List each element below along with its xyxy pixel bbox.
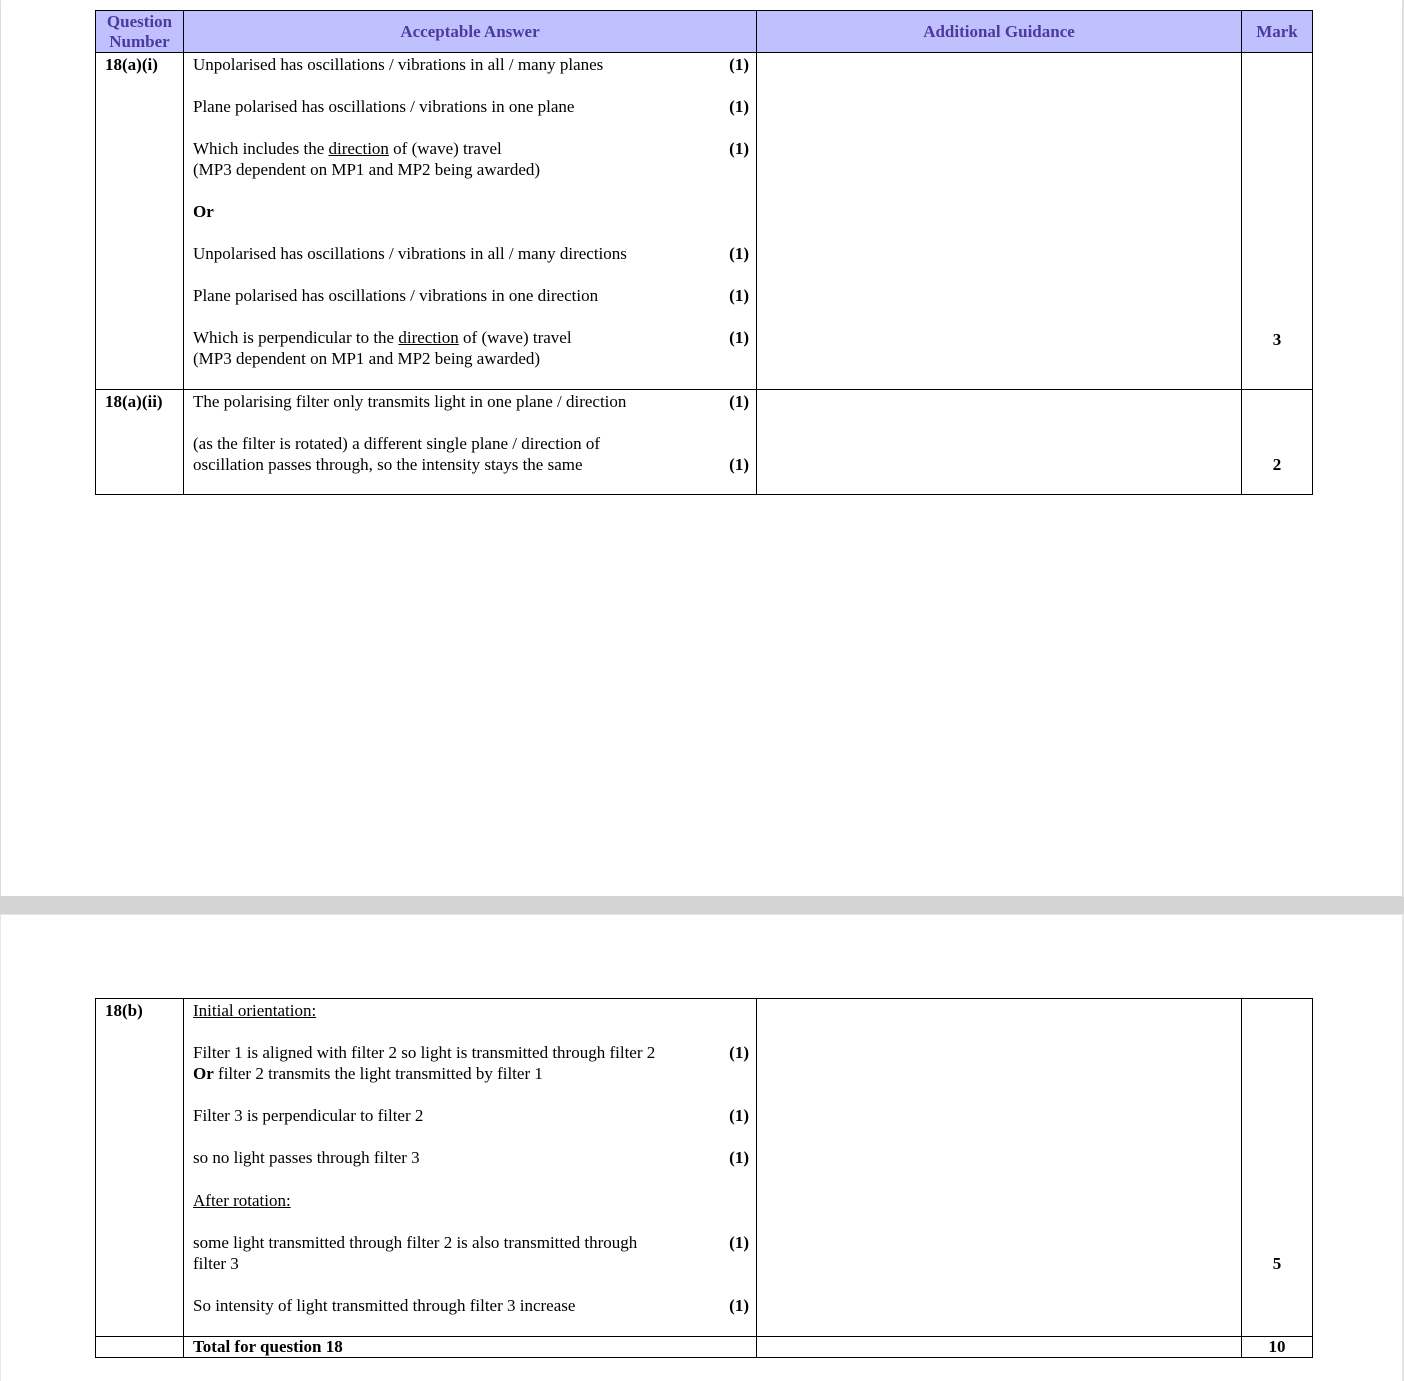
additional-guidance (757, 53, 1242, 390)
answer-line: Unpolarised has oscillations / vibrations in all / many directions (1) (193, 244, 749, 263)
row-18b (96, 999, 1313, 1337)
mark-cell (1242, 390, 1313, 495)
question-number: 18(a)(ii) (96, 390, 184, 495)
answer-line: some light transmitted through filter 2 is also transmitted through filter 3 (1) (193, 1233, 749, 1273)
question-number: 18(b) (96, 999, 184, 1337)
answer-line: Which is perpendicular to the direction of (wave) travel (MP3 dependent on MP1 and MP2 being awarded) (1) (193, 328, 749, 368)
acceptable-answer (184, 999, 757, 1337)
after-rotation-heading: After rotation: (193, 1191, 291, 1210)
page-2 (1, 915, 1402, 1381)
total-guidance-cell (757, 1337, 1242, 1358)
answer-line: Unpolarised has oscillations / vibrations in all / many planes (1) (193, 55, 749, 74)
initial-orientation-heading: Initial orientation: (193, 1001, 317, 1020)
page-separator (0, 897, 1404, 914)
total-row (96, 1337, 1313, 1358)
mark-cell (1242, 53, 1313, 390)
additional-guidance (757, 999, 1242, 1337)
answer-line: The polarising filter only transmits light in one plane / direction (1) (193, 392, 749, 411)
header-acceptable-answer: Acceptable Answer (184, 11, 757, 53)
total-label: Total for question 18 (184, 1337, 757, 1358)
row-18ai (96, 53, 1313, 390)
mark-scheme-table-1 (95, 10, 1313, 495)
answer-or: Or (193, 202, 214, 221)
answer-line: so no light passes through filter 3 (1) (193, 1148, 749, 1167)
total-mark: 10 (1242, 1337, 1313, 1358)
acceptable-answer (184, 390, 757, 495)
additional-guidance (757, 390, 1242, 495)
header-additional-guidance: Additional Guidance (757, 11, 1242, 53)
header-mark: Mark (1242, 11, 1313, 53)
acceptable-answer (184, 53, 757, 390)
answer-line: Plane polarised has oscillations / vibrations in one plane (1) (193, 97, 749, 116)
question-number: 18(a)(i) (96, 53, 184, 390)
header-question-number: Question Number (96, 11, 184, 53)
answer-line: (as the filter is rotated) a different single plane / direction of oscillation passes through, so the intensity stays the same (1) (193, 434, 749, 474)
page-1 (1, 0, 1402, 896)
answer-line: Filter 1 is aligned with filter 2 so light is transmitted through filter 2 Or filter 2 transmits the light transmitted by filter 1 (1) (193, 1043, 749, 1083)
mark-scheme-table-2 (95, 998, 1313, 1358)
row-18aii (96, 390, 1313, 495)
mark-total: 3 (1272, 330, 1282, 349)
answer-line: Plane polarised has oscillations / vibrations in one direction (1) (193, 286, 749, 305)
answer-line: So intensity of light transmitted through filter 3 increase (1) (193, 1296, 749, 1315)
answer-line: Which includes the direction of (wave) travel (MP3 dependent on MP1 and MP2 being awarded) (1) (193, 139, 749, 179)
total-empty-cell (96, 1337, 184, 1358)
header-row (96, 11, 1313, 53)
mark-cell (1242, 999, 1313, 1337)
mark-total: 2 (1272, 455, 1282, 474)
mark-total: 5 (1272, 1254, 1282, 1273)
answer-line: Filter 3 is perpendicular to filter 2 (1) (193, 1106, 749, 1125)
